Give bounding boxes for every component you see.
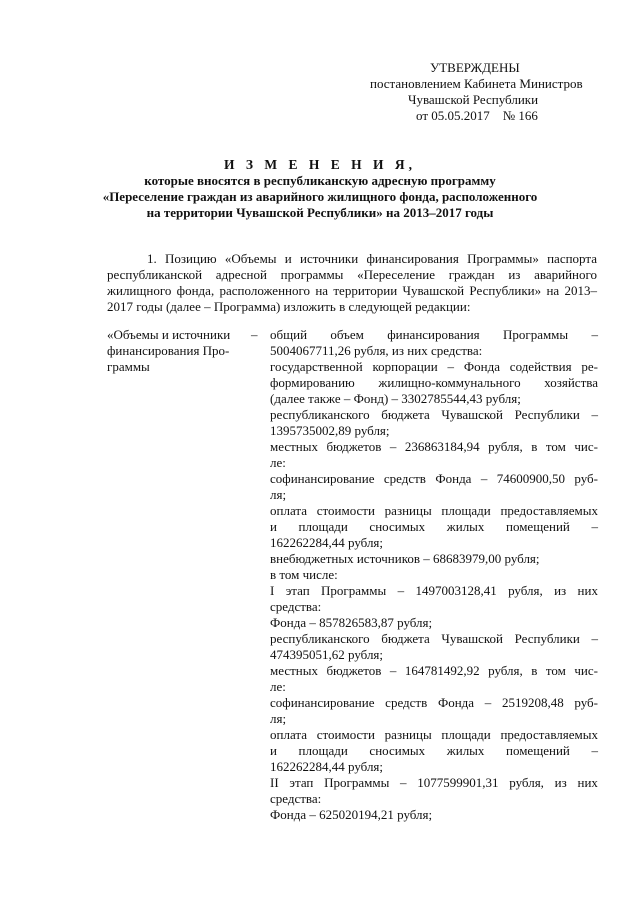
financing-line: внебюджетных источников – 68683979,00 рубля;	[270, 551, 540, 566]
approval-republic: Чувашской Республики	[408, 92, 539, 107]
approval-decree: постановлением Кабинета Министров	[370, 76, 583, 91]
title-heading: И З М Е Н Е Н И Я,	[223, 157, 416, 172]
financing-line: софинансирование средств Фонда – 2519208,48 руб-	[270, 695, 598, 710]
financing-line: 162262284,44 рубля;	[270, 759, 384, 774]
financing-line: 1395735002,89 рубля;	[270, 423, 390, 438]
financing-line: ля;	[270, 711, 287, 726]
approval-date-number: от 05.05.2017 № 166	[416, 108, 538, 123]
financing-line: в том числе:	[270, 567, 338, 582]
financing-line: средства:	[270, 599, 322, 614]
financing-line: республиканского бюджета Чувашской Республики –	[270, 407, 598, 422]
financing-line: ля;	[270, 487, 287, 502]
financing-line: формированию жилищно-коммунального хозяйства	[270, 375, 598, 390]
position-label-line-1: «Объемы и источники	[107, 327, 231, 342]
approval-heading: УТВЕРЖДЕНЫ	[430, 60, 520, 75]
financing-line: (далее также – Фонд) – 3302785544,43 рубля;	[270, 391, 521, 406]
financing-line: республиканского бюджета Чувашской Республики –	[270, 631, 598, 646]
position-label-line-3: граммы	[107, 359, 150, 374]
financing-line: II этап Программы – 1077599901,31 рубля, из них	[270, 775, 598, 790]
financing-line: местных бюджетов – 236863184,94 рубля, в том чис-	[270, 439, 598, 454]
position-label-line-2: финансирования Про-	[107, 343, 230, 358]
financing-line: 162262284,44 рубля;	[270, 535, 384, 550]
financing-line: государственной корпорации – Фонда содействия ре-	[270, 359, 598, 374]
financing-line: и площади сносимых жилых помещений –	[270, 743, 598, 758]
title-line-2: «Переселение граждан из аварийного жилищного фонда, расположенного	[102, 189, 538, 204]
document-title	[90, 157, 550, 221]
financing-line: местных бюджетов – 164781492,92 рубля, в том чис-	[270, 663, 598, 678]
financing-line: оплата стоимости разницы площади предоставляемых	[270, 503, 598, 518]
financing-details	[270, 327, 598, 823]
financing-line: Фонда – 625020194,21 рубля;	[270, 807, 433, 822]
position-label	[107, 327, 247, 375]
intro-paragraph: 1. Позицию «Объемы и источники финансирования Программы» паспорта республиканской адресной программы «Переселение граждан из аварийного жилищного фонда, расположенного на территории Чувашской Республики» на 2013–2017 годы (далее – Программа) изложить в следующей редакции:	[107, 251, 597, 314]
financing-line: общий объем финансирования Программы –	[270, 327, 598, 342]
financing-line: софинансирование средств Фонда – 74600900,50 руб-	[270, 471, 598, 486]
financing-line: 474395051,62 рубля;	[270, 647, 384, 662]
financing-line: ле:	[270, 455, 286, 470]
financing-line: и площади сносимых жилых помещений –	[270, 519, 598, 534]
financing-line: ле:	[270, 679, 286, 694]
position-dash: –	[251, 327, 258, 342]
financing-line: 5004067711,26 рубля, из них средства:	[270, 343, 483, 358]
financing-line: оплата стоимости разницы площади предоставляемых	[270, 727, 598, 742]
financing-line: Фонда – 857826583,87 рубля;	[270, 615, 433, 630]
financing-line: I этап Программы – 1497003128,41 рубля, из них	[270, 583, 598, 598]
title-line-3: на территории Чувашской Республики» на 2013–2017 годы	[146, 205, 494, 220]
title-line-1: которые вносятся в республиканскую адресную программу	[144, 173, 496, 188]
approval-stamp	[360, 60, 600, 124]
financing-line: средства:	[270, 791, 322, 806]
